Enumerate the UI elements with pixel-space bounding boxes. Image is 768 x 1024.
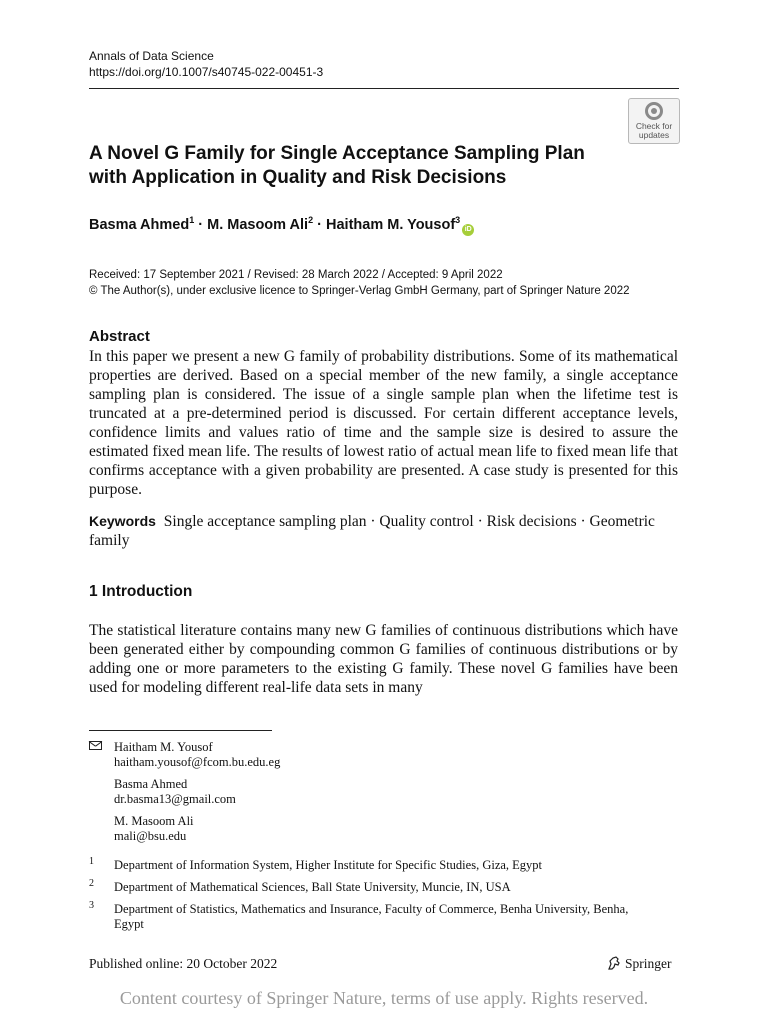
abstract-heading: Abstract (89, 328, 150, 345)
keywords-section (89, 512, 678, 550)
author-name[interactable]: Haitham M. Yousof (326, 217, 456, 233)
keywords-text: Single acceptance sampling plan · Quality control · Risk decisions · Geometric family (89, 513, 655, 549)
contact-name: Haitham M. Yousof (114, 740, 213, 754)
publisher-name: Springer (625, 956, 672, 971)
published-online-date: Published online: 20 October 2022 (89, 956, 278, 971)
affiliation-number: 3 (89, 900, 94, 911)
author-affil-marker: 3 (455, 215, 461, 225)
journal-header (89, 48, 323, 80)
affiliation-text: Department of Mathematical Sciences, Ball State University, Muncie, IN, USA (114, 880, 511, 894)
doi-link[interactable]: https://doi.org/10.1007/s40745-022-00451-3 (89, 65, 324, 79)
contact-name: M. Masoom Ali (114, 814, 194, 828)
check-updates-line1: Check for (635, 121, 673, 131)
contact-email[interactable]: dr.basma13@gmail.com (114, 792, 236, 806)
introduction-body: The statistical literature contains many new G families of continuous distributions which have been generated either by compounding common G families of continuous distributions or by adding one or more parameters to the existing G family. These novel G families have been used for modeling different real-life data sets in many (89, 622, 678, 696)
affiliation-text: Department of Information System, Higher Institute for Specific Studies, Giza, Egypt (114, 858, 543, 872)
author-contact (114, 814, 194, 844)
contact-email[interactable]: haitham.yousof@fcom.bu.edu.eg (114, 755, 281, 769)
publisher-logo (606, 955, 672, 972)
contact-email[interactable]: mali@bsu.edu (114, 829, 187, 843)
contact-name: Basma Ahmed (114, 777, 188, 791)
check-updates-line2: updates (638, 130, 670, 140)
abstract-body: In this paper we present a new G family of probability distributions. Some of its mathematical properties are derived. Based on a special member of the new family, a single acceptance sampling plan is considered. The issue of a single sample plan when the lifetime test is truncated at a pre-determined period is discussed. For certain different acceptance levels, confidence limits and values ratio of time and the sample size is desired to assure the estimated fixed mean life. The results of lowest ratio of actual mean life to fixed mean life that confirms acceptance with a given probability are presented. A case study is presented for this purpose. (89, 348, 678, 498)
paper-title (89, 142, 609, 190)
title-line-1: A Novel G Family for Single Acceptance Sampling Plan (89, 143, 585, 164)
author-name[interactable]: M. Masoom Ali (207, 217, 309, 233)
springer-horse-icon (606, 955, 622, 971)
corresponding-author-contact (114, 740, 280, 770)
header-divider (89, 88, 679, 89)
copyright-line: © The Author(s), under exclusive licence to Springer-Verlag GmbH Germany, part of Springer Nature 2022 (89, 285, 630, 297)
check-updates-icon (645, 102, 663, 120)
affiliation-number: 2 (89, 878, 94, 889)
introduction-heading: 1 Introduction (89, 583, 193, 600)
author-affil-marker: 2 (308, 215, 314, 225)
footnote-divider (89, 730, 272, 731)
envelope-icon (89, 741, 102, 750)
author-separator: · (313, 217, 326, 233)
author-affil-marker: 1 (189, 215, 195, 225)
journal-name: Annals of Data Science (89, 49, 214, 63)
keywords-label: Keywords (89, 513, 156, 529)
rights-watermark: Content courtesy of Springer Nature, terms of use apply. Rights reserved. (119, 988, 649, 1008)
title-line-2: with Application in Quality and Risk Decisions (89, 167, 507, 188)
received-revised-accepted: Received: 17 September 2021 / Revised: 28 March 2022 / Accepted: 9 April 2022 (89, 269, 503, 281)
orcid-icon[interactable]: iD (462, 224, 474, 236)
author-separator: · (194, 217, 208, 233)
affiliation-text: Department of Statistics, Mathematics and Insurance, Faculty of Commerce, Benha University, Benha, Egypt (114, 902, 629, 931)
publication-history (89, 267, 630, 299)
author-contact (114, 777, 236, 807)
affiliation-number: 1 (89, 856, 94, 867)
author-name[interactable]: Basma Ahmed (89, 217, 190, 233)
author-list (89, 210, 474, 236)
check-for-updates-badge[interactable] (628, 98, 680, 144)
